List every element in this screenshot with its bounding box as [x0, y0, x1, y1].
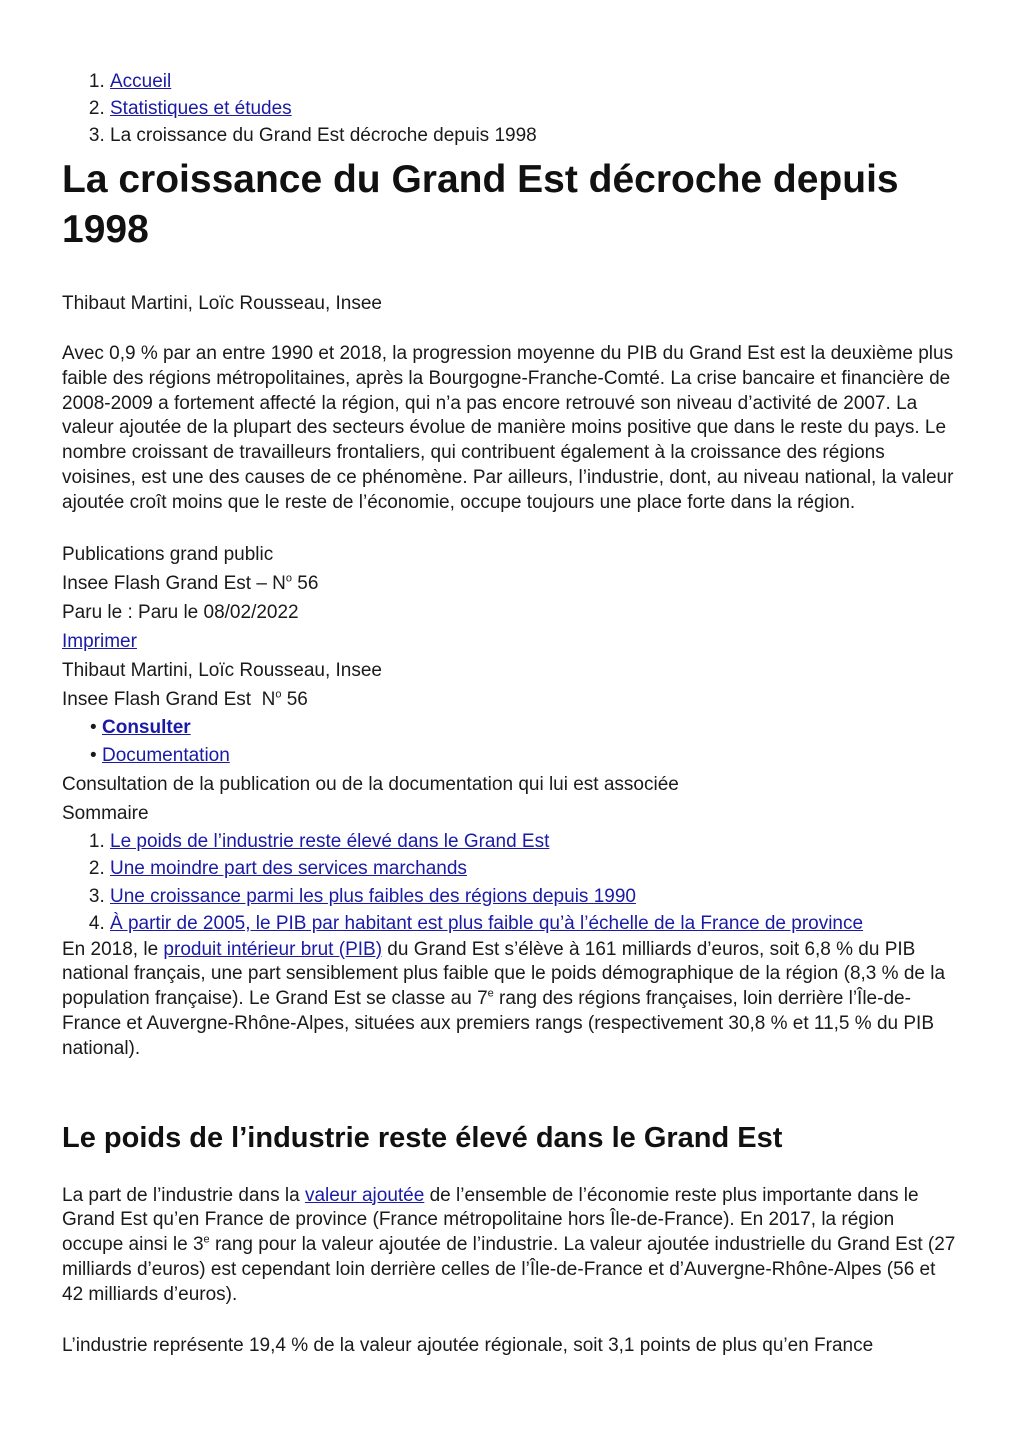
authors: Thibaut Martini, Loïc Rousseau, Insee	[62, 293, 383, 314]
breadcrumb-link-statistiques[interactable]: Statistiques et études	[110, 98, 292, 119]
toc-item	[110, 855, 960, 883]
tab-consulter	[102, 714, 960, 742]
breadcrumb-current-label: La croissance du Grand Est décroche depuis 1998	[110, 125, 537, 146]
toc-item	[110, 883, 960, 911]
page-title: La croissance du Grand Est décroche depuis 1998	[62, 158, 899, 251]
tab-documentation	[102, 742, 960, 770]
toc-link-pib-habitant[interactable]: À partir de 2005, le PIB par habitant est plus faible qu’à l’échelle de la France de province	[110, 913, 864, 935]
tabs-caption: Consultation de la publication ou de la documentation qui lui est associée	[62, 773, 679, 795]
section-heading-industrie: Le poids de l’industrie reste élevé dans le Grand Est	[62, 1121, 783, 1154]
section-paragraph-1	[62, 1184, 960, 1308]
table-of-contents	[62, 828, 960, 938]
intro-text-3: rang des régions françaises, loin derrière l’Île-de-France et Auvergne-Rhône-Alpes, situées aux premiers rangs (respectivement 30,8 % et 11,5 % du PIB national).	[62, 988, 934, 1059]
section-text-3: rang pour la valeur ajoutée de l’industrie. La valeur ajoutée industrielle du Grand Est (27 milliards d’euros) est cependant loin derrière celles de l’Île-de-France et d’Auvergne-Rhône-Alpes (56 et 42 milliards d’euros).	[62, 1234, 956, 1305]
publication-category: Publications grand public	[62, 543, 274, 565]
intro-paragraph	[62, 938, 960, 1062]
section-sup: e	[203, 1233, 210, 1246]
toc-link-industrie[interactable]: Le poids de l’industrie reste élevé dans le Grand Est	[110, 830, 550, 852]
print-row	[62, 627, 960, 656]
breadcrumb-list	[62, 68, 960, 149]
collection-label: Insee Flash Grand Est – N	[62, 572, 286, 594]
intro-text-2: du Grand Est s’élève à 161 milliards d’euros, soit 6,8 % du PIB national français, une part sensiblement plus faible que le poids démographique de la région (8,3 % de la population française). Le Grand Est se classe au 7	[62, 938, 946, 1010]
section-text-1: La part de l’industrie dans la	[62, 1184, 305, 1206]
toc-link-services[interactable]: Une moindre part des services marchands	[110, 858, 467, 880]
tab-consulter-link[interactable]: Consulter	[102, 716, 191, 738]
breadcrumb-item-accueil	[110, 68, 960, 95]
toc-title: Sommaire	[62, 802, 149, 824]
print-link[interactable]: Imprimer	[62, 630, 137, 652]
toc-item	[110, 828, 960, 856]
publication-date: Paru le : Paru le 08/02/2022	[62, 601, 299, 623]
publication-authors: Thibaut Martini, Loïc Rousseau, Insee	[62, 659, 383, 681]
publication-tabs	[62, 714, 960, 770]
valeur-ajoutee-link[interactable]: valeur ajoutée	[304, 1184, 425, 1206]
publication-collection	[62, 569, 960, 598]
publication-collection-repeat	[62, 685, 960, 714]
collection-number: 56	[292, 572, 319, 594]
toc-item	[110, 910, 960, 938]
publication-meta	[62, 540, 960, 714]
section-text-2: de l’ensemble de l’économie reste plus importante dans le Grand Est qu’en France de province (France métropolitaine hors Île-de-France). En 2017, la région occupe ainsi le 3	[62, 1184, 919, 1256]
intro-sup: e	[487, 987, 494, 1000]
breadcrumb-link-accueil[interactable]: Accueil	[110, 71, 172, 92]
collection-sup: o	[285, 572, 293, 585]
collection-repeat-label: Insee Flash Grand Est N	[62, 688, 276, 710]
pib-definition-link[interactable]: produit intérieur brut (PIB)	[163, 938, 383, 960]
section-paragraph-2: L’industrie représente 19,4 % de la valeur ajoutée régionale, soit 3,1 points de plus qu’en France	[62, 1334, 874, 1356]
toc-link-croissance[interactable]: Une croissance parmi les plus faibles des régions depuis 1990	[110, 885, 636, 907]
breadcrumb-item-current	[110, 122, 960, 149]
intro-text-1: En 2018, le	[62, 938, 164, 960]
breadcrumb-item-statistiques	[110, 95, 960, 122]
abstract: Avec 0,9 % par an entre 1990 et 2018, la progression moyenne du PIB du Grand Est est la deuxième plus faible des régions métropolitaines, après la Bourgogne-Franche-Comté. La crise bancaire et financière de 2008-2009 a fortement affecté la région, qui n’a pas encore retrouvé son niveau d’activité de 2007. La valeur ajoutée de la plupart des secteurs évolue de manière moins positive que dans le reste du pays. Le nombre croissant de travailleurs frontaliers, qui contribuent également à la croissance des régions voisines, est une des causes de ce phénomène. Par ailleurs, l’industrie, dont, au niveau national, la valeur ajoutée croît moins que le reste de l’économie, occupe toujours une place forte dans la région.	[62, 343, 954, 513]
breadcrumb	[62, 68, 960, 149]
collection-repeat-number: 56	[281, 688, 308, 710]
tab-documentation-link[interactable]: Documentation	[102, 744, 230, 766]
collection-repeat-sup: o	[275, 688, 282, 701]
